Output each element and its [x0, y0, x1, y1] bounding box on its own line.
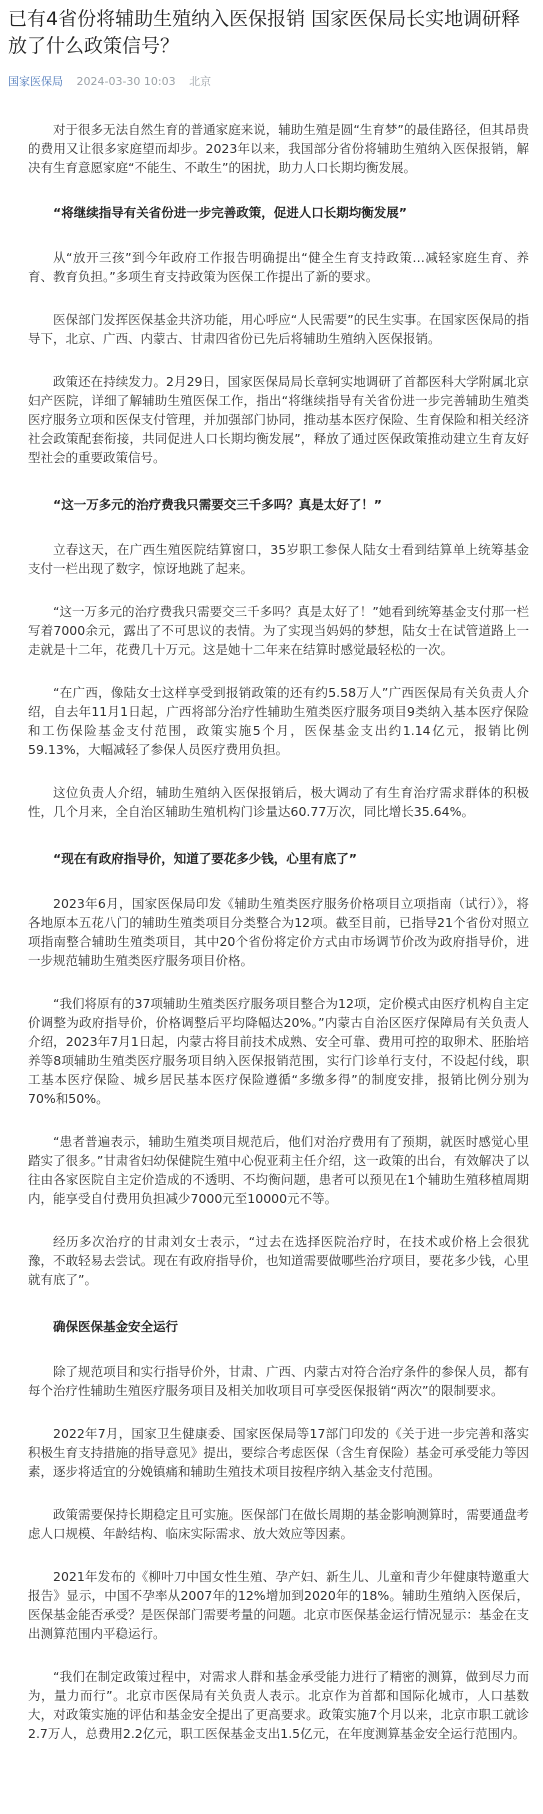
paragraph: 从“放开三孩”到今年政府工作报告明确提出“健全生育支持政策…减轻家庭生育、养育、教育负担。”多项生育支持政策为医保工作提出了新的要求。	[28, 250, 529, 284]
article-meta	[8, 74, 535, 90]
article-source-link[interactable]: 国家医保局	[8, 75, 63, 88]
section-subheading: “现在有政府指导价，知道了要花多少钱，心里有底了”	[53, 851, 357, 866]
paragraph: 2023年6月，国家医保局印发《辅助生殖类医疗服务价格项目立项指南（试行）》，将各地原本五花八门的辅助生殖类项目分类整合为12项。截至目前，已指导21个省份对照立项指南整合辅助生殖类项目，其中20个省份将定价方式由市场调节价改为政府指导价，进一步规范辅助生殖类医疗服务项目价格。	[28, 896, 529, 968]
article-datetime: 2024-03-30 10:03	[76, 75, 176, 88]
article-location: 北京	[189, 75, 212, 88]
paragraph: 政策需要保持长期稳定且可实施。医保部门在做长周期的基金影响测算时，需要通盘考虑人口规模、年龄结构、临床实际需求、放大效应等因素。	[28, 1507, 529, 1541]
section-subheading: “将继续指导有关省份进一步完善政策，促进人口长期均衡发展”	[53, 205, 407, 220]
paragraph: “在广西，像陆女士这样享受到报销政策的还有约5.58万人”广西医保局有关负责人介绍，自去年11月1日起，广西将部分治疗性辅助生殖类医疗服务项目9类纳入基本医疗保险和工伤保险基金支付范围，政策实施5个月，医保基金支出约1.14亿元，报销比例59.13%，大幅减轻了参保人员医疗费用负担。	[28, 685, 529, 757]
paragraph: “这一万多元的治疗费我只需要交三千多吗？真是太好了！”她看到统筹基金支付那一栏写着7000余元，露出了不可思议的表情。为了实现当妈妈的梦想，陆女士在试管道路上一走就是十二年，花费几十万元。这是她十二年来在结算时感觉最轻松的一次。	[28, 604, 529, 657]
paragraph: “我们将原有的37项辅助生殖类医疗服务项目整合为12项，定价模式由医疗机构自主定价调整为政府指导价，价格调整后平均降幅达20%。”内蒙古自治区医疗保障局有关负责人介绍，2023年7月1日起，内蒙古将目前技术成熟、安全可靠、费用可控的取卵术、胚胎培养等8项辅助生殖类医疗服务项目纳入医保报销范围，实行门诊单行支付，不设起付线，职工基本医疗保险、城乡居民基本医疗保险遵循“多缴多得”的制度安排，报销比例分别为70%和50%。	[28, 996, 529, 1106]
paragraph: 2022年7月，国家卫生健康委、国家医保局等17部门印发的《关于进一步完善和落实积极生育支持措施的指导意见》提出，要综合考虑医保（含生育保险）基金可承受能力等因素，逐步将适宜的分娩镇痛和辅助生殖技术项目按程序纳入基金支付范围。	[28, 1426, 529, 1479]
section-subheading: “这一万多元的治疗费我只需要交三千多吗？真是太好了！”	[53, 497, 382, 512]
paragraph: 政策还在持续发力。2月29日，国家医保局局长章轲实地调研了首都医科大学附属北京妇产医院，详细了解辅助生殖医保工作，指出“将继续指导有关省份进一步完善辅助生殖类医疗服务立项和医保支付管理，并加强部门协同，推动基本医疗保险、生育保险和相关经济社会政策配套衔接，共同促进人口长期均衡发展”，释放了通过医保政策推动建立生育友好型社会的重要政策信号。	[28, 374, 529, 465]
paragraph: 经历多次治疗的甘肃刘女士表示，“过去在选择医院治疗时，在技术或价格上会很犹豫，不敢轻易去尝试。现在有政府指导价，也知道需要做哪些治疗项目，要花多少钱，心里就有底了”。	[28, 1234, 529, 1287]
paragraph: 2021年发布的《柳叶刀中国女性生殖、孕产妇、新生儿、儿童和青少年健康特邀重大报告》显示，中国不孕率从2007年的12%增加到2020年的18%。辅助生殖纳入医保后，医保基金能否承受？是医保部门需要考量的问题。北京市医保基金运行情况显示：基金在支出测算范围内平稳运行。	[28, 1569, 529, 1641]
section-subheading: 确保医保基金安全运行	[53, 1319, 179, 1334]
paragraph: 这位负责人介绍，辅助生殖纳入医保报销后，极大调动了有生育治疗需求群体的积极性，几个月来，全自治区辅助生殖机构门诊量达60.77万次，同比增长35.64%。	[28, 785, 529, 819]
paragraph: 除了规范项目和实行指导价外，甘肃、广西、内蒙古对符合治疗条件的参保人员，都有每个治疗性辅助生殖医疗服务项目及相关加收项目可享受医保报销“两次”的限制要求。	[28, 1364, 529, 1398]
paragraph: 对于很多无法自然生育的普通家庭来说，辅助生殖是圆“生育梦”的最佳路径，但其昂贵的费用又让很多家庭望而却步。2023年以来，我国部分省份将辅助生殖纳入医保报销，解决有生育意愿家庭“不能生、不敢生”的困扰，助力人口长期均衡发展。	[28, 122, 529, 175]
paragraph: 医保部门发挥医保基金共济功能，用心呼应“人民需要”的民生实事。在国家医保局的指导下，北京、广西、内蒙古、甘肃四省份已先后将辅助生殖纳入医保报销。	[28, 312, 529, 346]
article-title: 已有4省份将辅助生殖纳入医保报销 国家医保局长实地调研释放了什么政策信号？	[8, 8, 521, 57]
paragraph: “我们在制定政策过程中，对需求人群和基金承受能力进行了精密的测算，做到尽力而为，量力而行”。北京市医保局有关负责人表示。北京作为首都和国际化城市，人口基数大，对政策实施的评估和基金安全提出了更高要求。政策实施7个月以来，北京市职工就诊2.7万人，总费用2.2亿元，职工医保基金支出1.5亿元，在年度测算基金安全运行范围内。	[28, 1669, 529, 1741]
article-body	[8, 120, 535, 1743]
paragraph: “患者普遍表示，辅助生殖类项目规范后，他们对治疗费用有了预期，就医时感觉心里踏实了很多。”甘肃省妇幼保健院生殖中心倪亚莉主任介绍，这一政策的出台，有效解决了以往由各家医院自主定价造成的不透明、不均衡问题，患者可以预见在1个辅助生殖移植周期内，能享受自付费用负担减少7000元至10000元不等。	[28, 1134, 529, 1206]
paragraph: 立春这天，在广西生殖医院结算窗口，35岁职工参保人陆女士看到结算单上统筹基金支付一栏出现了数字，惊讶地跳了起来。	[28, 542, 529, 576]
